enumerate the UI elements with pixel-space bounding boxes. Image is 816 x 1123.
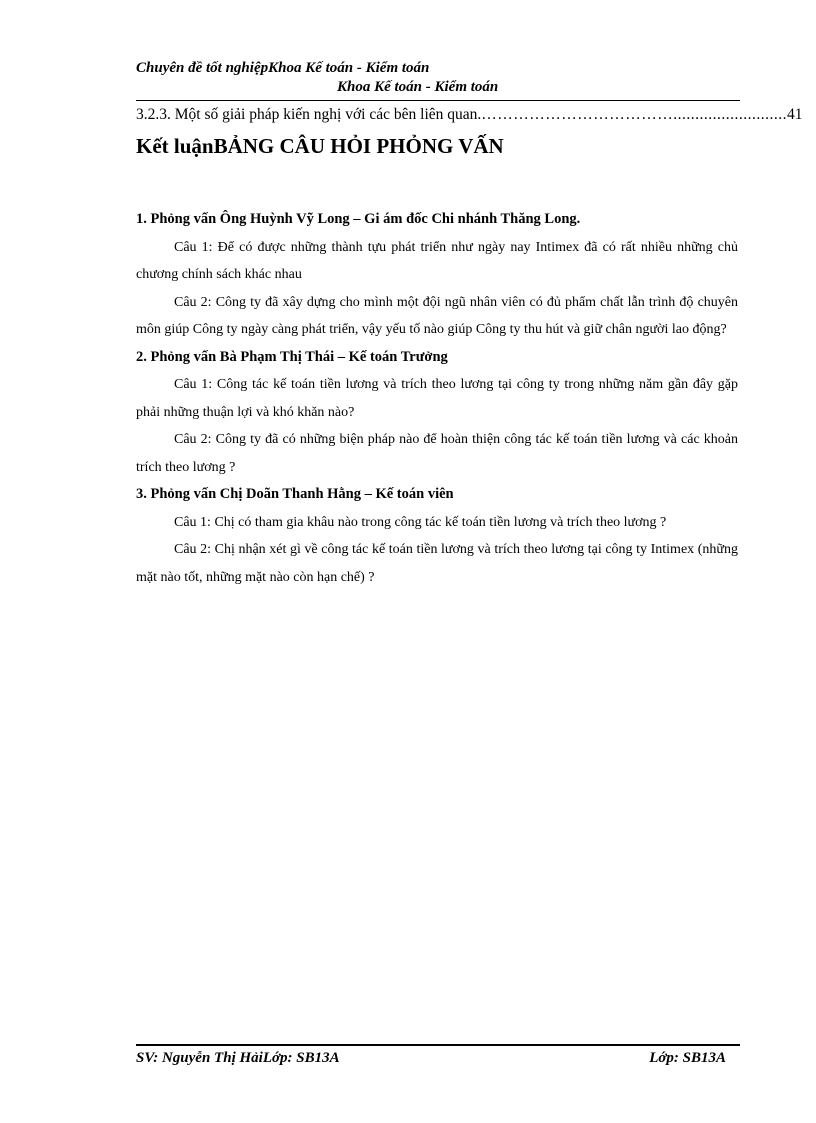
footer-student: SV: Nguyễn Thị HảiLớp: SB13A — [136, 1050, 340, 1066]
toc-entry-page: 41 — [787, 106, 803, 123]
question: Câu 2: Chị nhận xét gì về công tác kế toán tiền lương và trích theo lương tại công ty Intimex (những mặt nào tốt, những mặt nào còn hạn chế) ? — [136, 542, 738, 585]
interview-questions — [136, 206, 738, 591]
question: Câu 2: Công ty đã có những biện pháp nào để hoàn thiện công tác kế toán tiền lương và các khoản trích theo lương ? — [136, 432, 738, 475]
question: Câu 1: Chị có tham gia khâu nào trong công tác kế toán tiền lương và trích theo lương ? — [174, 514, 667, 530]
header-line-2: Khoa Kế toán - Kiểm toán — [337, 79, 499, 95]
section-title: 1. Phỏng vấn Ông Huỳnh Vỹ Long – Gi ám đốc Chi nhánh Thăng Long. — [136, 211, 581, 227]
toc-entry-leader: ……………………………….......................... — [481, 106, 788, 123]
question: Câu 1: Để có được những thành tựu phát triển như ngày nay Intimex đã có rất nhiều những chủ chương chính sách khác nhau — [136, 239, 738, 282]
footer-class: Lớp: SB13A — [649, 1050, 726, 1066]
header-divider — [136, 100, 740, 101]
footer-divider — [136, 1044, 740, 1046]
page-title: Kết luậnBẢNG CÂU HỎI PHỎNG VẤN — [136, 134, 504, 158]
question: Câu 1: Công tác kế toán tiền lương và trích theo lương tại công ty trong những năm gần đây gặp phải những thuận lợi và khó khăn nào? — [136, 377, 738, 420]
toc-entry-title: 3.2.3. Một số giải pháp kiến nghị với các bên liên quan. — [136, 106, 482, 123]
header-line-1: Chuyên đề tốt nghiệpKhoa Kế toán - Kiểm toán — [136, 60, 430, 76]
section-title: 3. Phỏng vấn Chị Doãn Thanh Hằng – Kế toán viên — [136, 486, 454, 502]
section-title: 2. Phỏng vấn Bà Phạm Thị Thái – Kế toán Trưởng — [136, 348, 448, 365]
toc-entry — [136, 106, 803, 124]
question: Câu 2: Công ty đã xây dựng cho mình một đội ngũ nhân viên có đủ phẩm chất lẫn trình độ chuyên môn giúp Công ty ngày càng phát triển, vậy yếu tố nào giúp Công ty thu hút và giữ chân người lao động? — [136, 294, 738, 337]
